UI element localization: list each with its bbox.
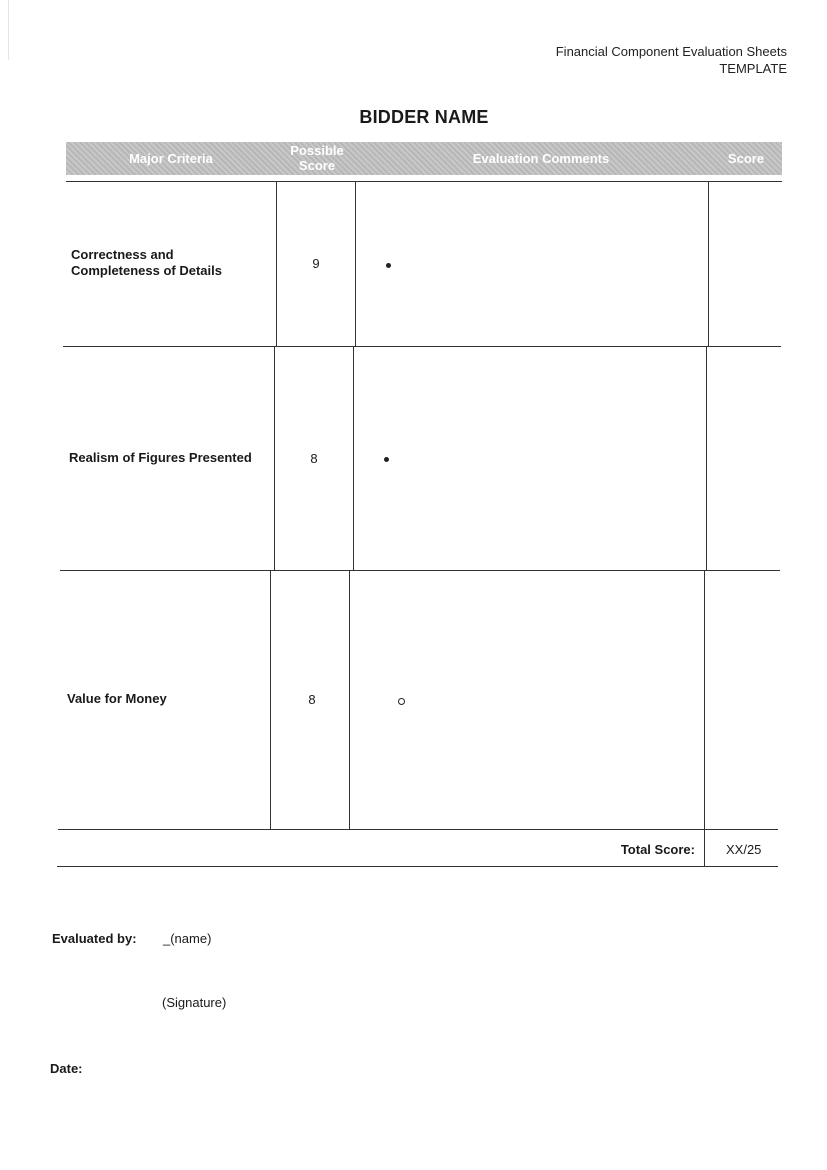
total-score-value: XX/25 bbox=[726, 842, 762, 857]
column-header-possible-score bbox=[278, 143, 356, 173]
bidder-name-title: BIDDER NAME bbox=[359, 107, 489, 127]
possible-line2: Score bbox=[298, 158, 336, 173]
criteria-correctness bbox=[71, 247, 222, 279]
criteria-line: Value for Money bbox=[67, 691, 167, 706]
header-template-label: TEMPLATE bbox=[719, 61, 787, 76]
criteria-line: Realism of Figures Presented bbox=[69, 450, 252, 465]
comment-bullet bbox=[384, 457, 389, 462]
column-divider-3 bbox=[708, 181, 709, 346]
criteria-realism bbox=[69, 450, 252, 466]
table-rule-row3 bbox=[58, 829, 778, 830]
possible-score-value: 8 bbox=[310, 451, 318, 466]
table-rule-bottom bbox=[57, 866, 778, 867]
column-header-criteria: Major Criteria bbox=[129, 151, 213, 166]
table-rule-top bbox=[66, 181, 782, 182]
column-divider-1 bbox=[274, 346, 275, 570]
evaluator-name-field: _(name) bbox=[163, 931, 212, 946]
column-header-score: Score bbox=[727, 151, 765, 166]
column-divider-1 bbox=[276, 181, 277, 346]
total-score-label: Total Score: bbox=[620, 842, 695, 857]
column-header-comments: Evaluation Comments bbox=[472, 151, 610, 166]
criteria-line: Completeness of Details bbox=[71, 263, 222, 278]
document-header bbox=[556, 43, 787, 77]
possible-score-value: 8 bbox=[308, 692, 316, 707]
signature-field: (Signature) bbox=[162, 995, 227, 1010]
column-divider-2 bbox=[349, 570, 350, 829]
possible-line1: Possible bbox=[290, 143, 344, 158]
column-divider-1 bbox=[270, 570, 271, 829]
header-title: Financial Component Evaluation Sheets bbox=[555, 44, 787, 59]
scan-edge-mark bbox=[8, 0, 9, 60]
column-divider-2 bbox=[353, 346, 354, 570]
possible-score-value: 9 bbox=[312, 256, 320, 271]
evaluated-by-label: Evaluated by: bbox=[52, 931, 137, 946]
table-header-bar bbox=[66, 142, 782, 175]
column-divider-2 bbox=[355, 181, 356, 346]
column-divider-3 bbox=[706, 346, 707, 570]
date-label: Date: bbox=[50, 1061, 83, 1076]
table-rule-row2 bbox=[60, 570, 780, 571]
criteria-value-for-money bbox=[67, 691, 167, 707]
comment-sub-bullet bbox=[398, 698, 405, 705]
column-divider-3 bbox=[704, 570, 705, 866]
table-rule-row1 bbox=[63, 346, 781, 347]
criteria-line: Correctness and bbox=[71, 247, 174, 262]
comment-bullet bbox=[386, 263, 391, 268]
